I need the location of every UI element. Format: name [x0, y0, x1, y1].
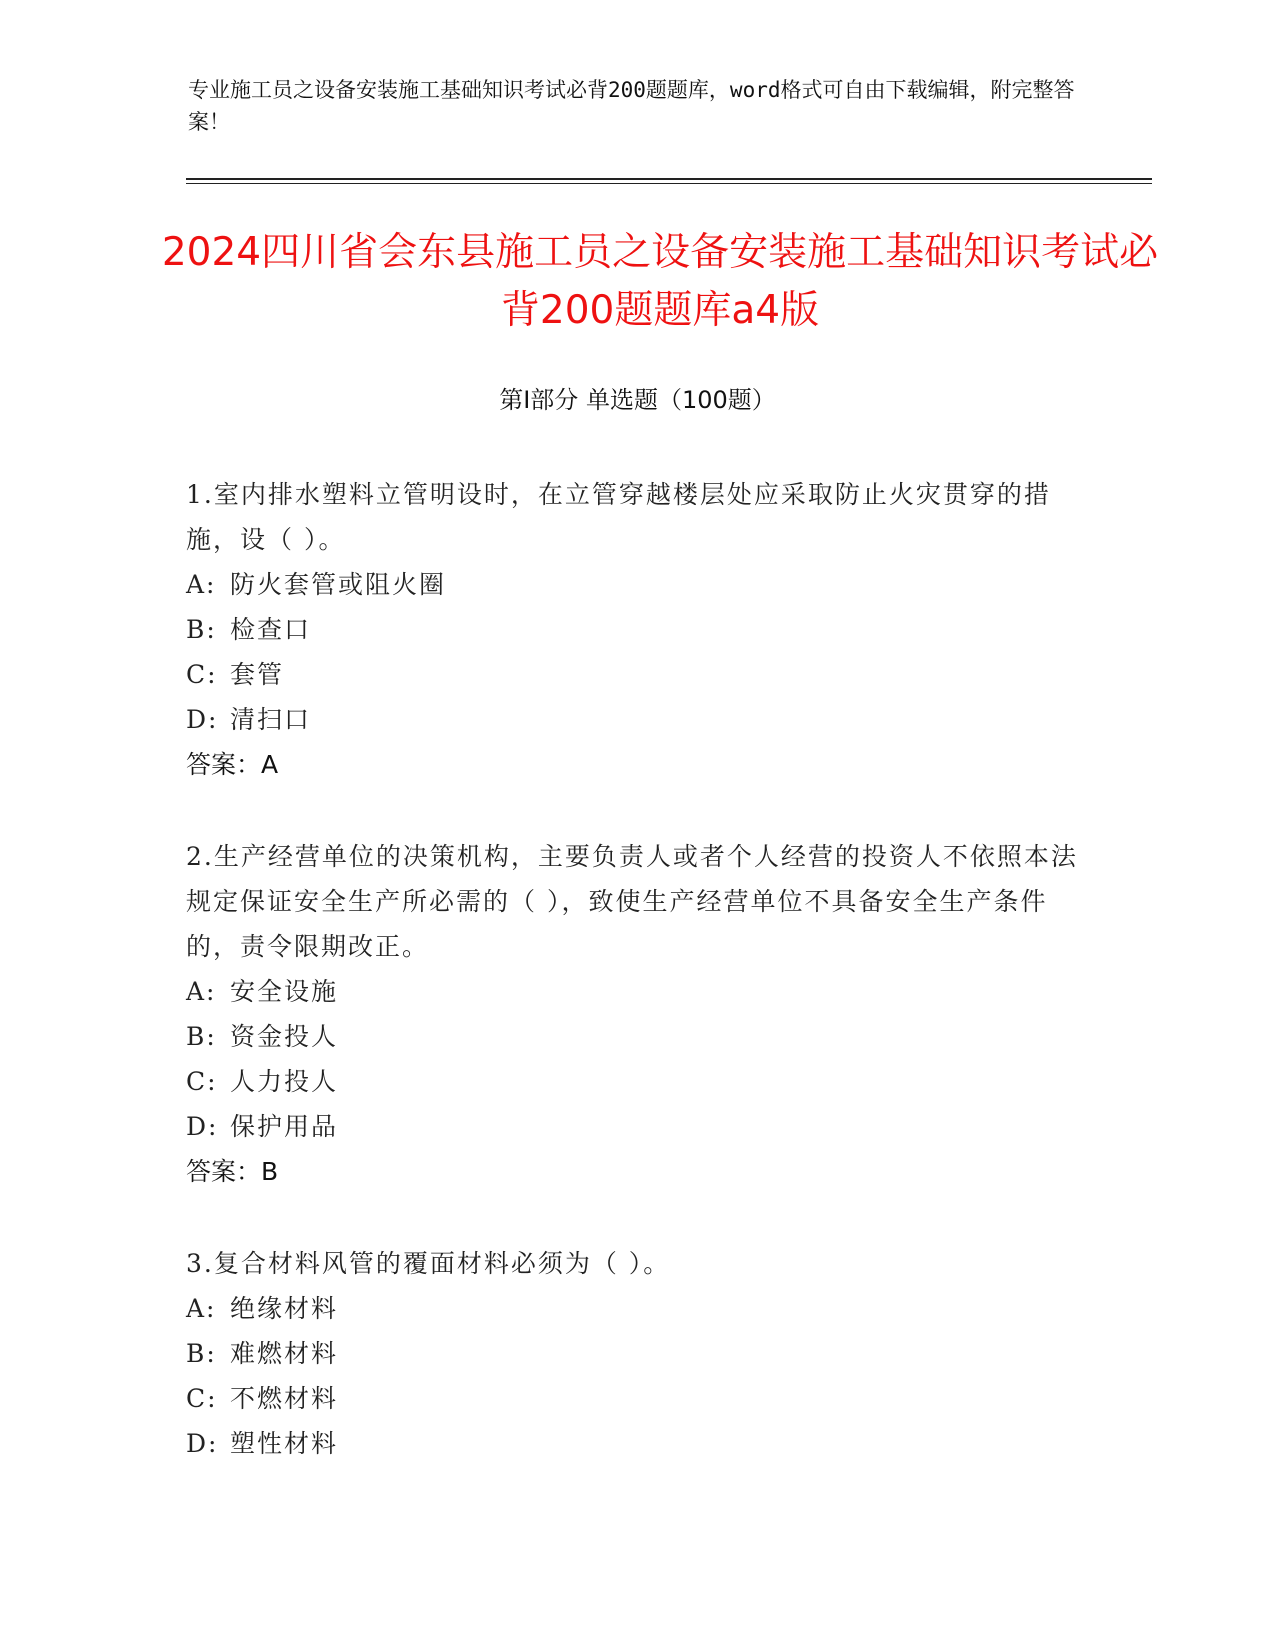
header-divider-thick [186, 178, 1152, 180]
question-stem: 1.室内排水塑料立管明设时，在立管穿越楼层处应采取防止火灾贯穿的措施，设（ ）。 [186, 480, 1051, 554]
option-key: D: [186, 1429, 219, 1458]
option-a [186, 969, 1086, 1014]
answer-line: 答案：A [186, 750, 279, 779]
option-key: B: [186, 1339, 217, 1368]
option-text: 难燃材料 [230, 1339, 339, 1368]
header-divider-thin [186, 183, 1152, 184]
option-a [186, 562, 1086, 607]
option-text: 不燃材料 [230, 1384, 339, 1413]
option-key: C: [186, 1384, 218, 1413]
question-list [186, 472, 1086, 1513]
option-key: D: [186, 705, 219, 734]
option-d [186, 697, 1086, 742]
option-c [186, 1376, 1086, 1421]
option-c [186, 652, 1086, 697]
option-key: C: [186, 1067, 218, 1096]
answer-line: 答案：B [186, 1157, 279, 1186]
option-d [186, 1104, 1086, 1149]
header-note: 专业施工员之设备安装施工基础知识考试必背200题题库，word格式可自由下载编辑，附完整答案！ [188, 78, 1075, 134]
option-key: D: [186, 1112, 219, 1141]
option-d [186, 1421, 1086, 1466]
option-key: C: [186, 660, 218, 689]
question-item [186, 834, 1086, 1194]
option-key: B: [186, 615, 217, 644]
question-item [186, 472, 1086, 787]
option-key: A: [186, 977, 217, 1006]
document-title: 2024四川省会东县施工员之设备安装施工基础知识考试必背200题题库a4版 [161, 230, 1159, 333]
question-stem: 3.复合材料风管的覆面材料必须为（ ）。 [186, 1249, 671, 1278]
section-title: 第I部分 单选题（100题） [499, 386, 776, 414]
option-text: 清扫口 [230, 705, 312, 734]
option-b [186, 607, 1086, 652]
option-key: A: [186, 1294, 217, 1323]
option-b [186, 1331, 1086, 1376]
question-stem: 2.生产经营单位的决策机构，主要负责人或者个人经营的投资人不依照本法规定保证安全生产所必需的（ ），致使生产经营单位不具备安全生产条件的，责令限期改正。 [186, 842, 1078, 961]
option-text: 保护用品 [230, 1112, 339, 1141]
option-c [186, 1059, 1086, 1104]
option-a [186, 1286, 1086, 1331]
option-text: 安全设施 [230, 977, 339, 1006]
option-text: 绝缘材料 [230, 1294, 339, 1323]
option-text: 塑性材料 [230, 1429, 339, 1458]
option-text: 套管 [230, 660, 285, 689]
option-b [186, 1014, 1086, 1059]
question-item [186, 1241, 1086, 1466]
option-text: 人力投人 [230, 1067, 339, 1096]
option-text: 检查口 [230, 615, 312, 644]
option-key: B: [186, 1022, 217, 1051]
option-text: 防火套管或阻火圈 [230, 570, 447, 599]
option-text: 资金投人 [230, 1022, 339, 1051]
option-key: A: [186, 570, 217, 599]
